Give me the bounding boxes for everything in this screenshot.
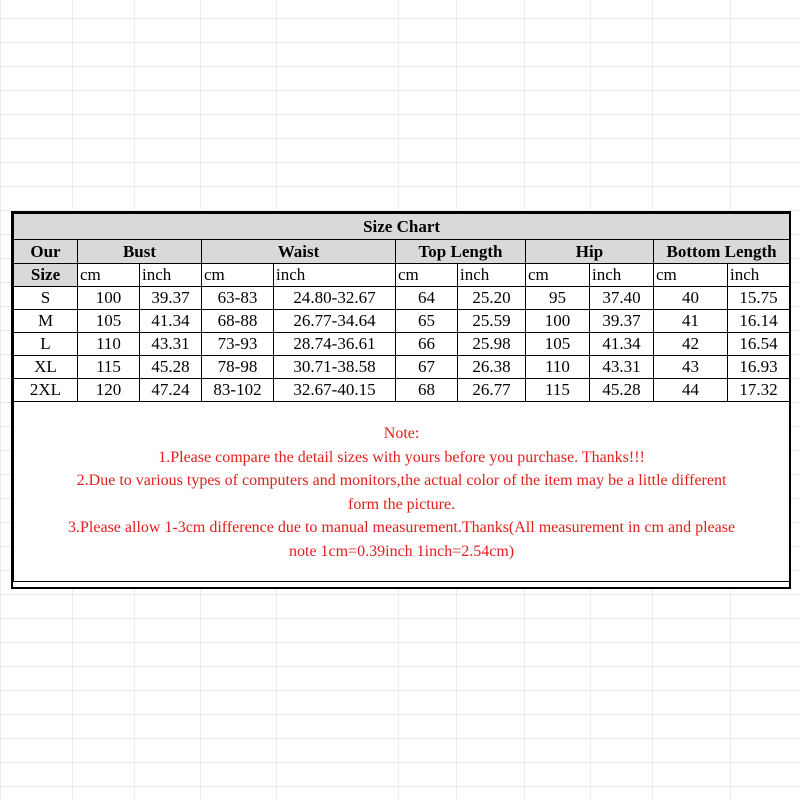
- gridline: [0, 0, 1, 800]
- unit-inch: inch: [590, 264, 654, 287]
- table-row: [14, 310, 790, 333]
- cell-top-length-cm: 66: [396, 333, 458, 356]
- cell-waist-cm: 73-93: [202, 333, 274, 356]
- unit-cm: cm: [654, 264, 728, 287]
- cell-hip-cm: 100: [526, 310, 590, 333]
- gridline: [0, 618, 800, 619]
- group-header-bust: Bust: [78, 240, 202, 264]
- table-row: [14, 333, 790, 356]
- gridline: [0, 594, 800, 595]
- cell-top-length-inch: 25.20: [458, 287, 526, 310]
- group-header-hip: Hip: [526, 240, 654, 264]
- table-row: [14, 356, 790, 379]
- cell-bottom-length-cm: 41: [654, 310, 728, 333]
- cell-top-length-cm: 68: [396, 379, 458, 402]
- cell-hip-inch: 41.34: [590, 333, 654, 356]
- cell-hip-cm: 95: [526, 287, 590, 310]
- cell-waist-inch: 26.77-34.64: [274, 310, 396, 333]
- size-column-header-bottom: Size: [14, 264, 78, 287]
- cell-bust-inch: 39.37: [140, 287, 202, 310]
- cell-top-length-cm: 67: [396, 356, 458, 379]
- gridline: [0, 642, 800, 643]
- note-line-1: 1.Please compare the detail sizes with yours before you purchase. Thanks!!!: [158, 448, 645, 466]
- gridline: [0, 762, 800, 763]
- cell-bottom-length-inch: 16.93: [728, 356, 790, 379]
- cell-bust-cm: 115: [78, 356, 140, 379]
- cell-waist-cm: 68-88: [202, 310, 274, 333]
- gridline: [0, 786, 800, 787]
- cell-size: S: [14, 287, 78, 310]
- gridline: [0, 186, 800, 187]
- cell-bust-inch: 41.34: [140, 310, 202, 333]
- cell-hip-inch: 39.37: [590, 310, 654, 333]
- cell-hip-cm: 105: [526, 333, 590, 356]
- gridline: [0, 42, 800, 43]
- gridline: [0, 18, 800, 19]
- notes: [14, 402, 789, 563]
- notes-cell: [14, 402, 790, 582]
- cell-bottom-length-cm: 40: [654, 287, 728, 310]
- cell-bust-cm: 105: [78, 310, 140, 333]
- gridline: [0, 66, 800, 67]
- gridline: [0, 162, 800, 163]
- gridline: [0, 690, 800, 691]
- cell-waist-inch: 28.74-36.61: [274, 333, 396, 356]
- cell-size: 2XL: [14, 379, 78, 402]
- size-table: [13, 213, 790, 582]
- cell-bottom-length-cm: 44: [654, 379, 728, 402]
- unit-cm: cm: [202, 264, 274, 287]
- cell-bottom-length-cm: 43: [654, 356, 728, 379]
- cell-hip-inch: 43.31: [590, 356, 654, 379]
- gridline: [0, 738, 800, 739]
- cell-hip-cm: 110: [526, 356, 590, 379]
- cell-top-length-cm: 64: [396, 287, 458, 310]
- cell-hip-inch: 45.28: [590, 379, 654, 402]
- cell-top-length-cm: 65: [396, 310, 458, 333]
- cell-bust-inch: 45.28: [140, 356, 202, 379]
- group-header-bottom-length: Bottom Length: [654, 240, 790, 264]
- cell-top-length-inch: 26.38: [458, 356, 526, 379]
- cell-bust-cm: 100: [78, 287, 140, 310]
- cell-size: M: [14, 310, 78, 333]
- gridline: [0, 138, 800, 139]
- cell-waist-cm: 83-102: [202, 379, 274, 402]
- unit-inch: inch: [458, 264, 526, 287]
- unit-inch: inch: [140, 264, 202, 287]
- cell-waist-inch: 24.80-32.67: [274, 287, 396, 310]
- gridline: [0, 714, 800, 715]
- cell-waist-cm: 78-98: [202, 356, 274, 379]
- cell-bottom-length-inch: 17.32: [728, 379, 790, 402]
- cell-waist-inch: 32.67-40.15: [274, 379, 396, 402]
- cell-hip-inch: 37.40: [590, 287, 654, 310]
- cell-bust-cm: 120: [78, 379, 140, 402]
- unit-cm: cm: [78, 264, 140, 287]
- group-header-top-length: Top Length: [396, 240, 526, 264]
- cell-bust-inch: 47.24: [140, 379, 202, 402]
- cell-bottom-length-inch: 15.75: [728, 287, 790, 310]
- cell-size: L: [14, 333, 78, 356]
- table-row: [14, 287, 790, 310]
- cell-waist-cm: 63-83: [202, 287, 274, 310]
- unit-cm: cm: [396, 264, 458, 287]
- cell-top-length-inch: 25.98: [458, 333, 526, 356]
- note-line-3a: 3.Please allow 1-3cm difference due to manual measurement.Thanks(All measurement in cm and please: [68, 519, 736, 536]
- cell-bust-cm: 110: [78, 333, 140, 356]
- cell-top-length-inch: 26.77: [458, 379, 526, 402]
- chart-title: Size Chart: [14, 214, 790, 240]
- cell-top-length-inch: 25.59: [458, 310, 526, 333]
- cell-hip-cm: 115: [526, 379, 590, 402]
- gridline: [0, 90, 800, 91]
- cell-size: XL: [14, 356, 78, 379]
- size-chart: [11, 211, 791, 589]
- cell-bottom-length-inch: 16.54: [728, 333, 790, 356]
- size-rows: [14, 287, 790, 402]
- size-column-header-top: Our: [14, 240, 78, 264]
- gridline: [0, 666, 800, 667]
- cell-bottom-length-inch: 16.14: [728, 310, 790, 333]
- note-line-2b: form the picture.: [348, 495, 456, 513]
- note-heading: Note:: [383, 425, 420, 442]
- cell-waist-inch: 30.71-38.58: [274, 356, 396, 379]
- unit-inch: inch: [728, 264, 790, 287]
- gridline: [0, 114, 800, 115]
- unit-inch: inch: [274, 264, 396, 287]
- group-header-waist: Waist: [202, 240, 396, 264]
- note-line-3b: note 1cm=0.39inch 1inch=2.54cm): [289, 542, 515, 560]
- cell-bottom-length-cm: 42: [654, 333, 728, 356]
- unit-cm: cm: [526, 264, 590, 287]
- note-line-2a: 2.Due to various types of computers and monitors,the actual color of the item may be a little different: [76, 472, 727, 489]
- cell-bust-inch: 43.31: [140, 333, 202, 356]
- table-row: [14, 379, 790, 402]
